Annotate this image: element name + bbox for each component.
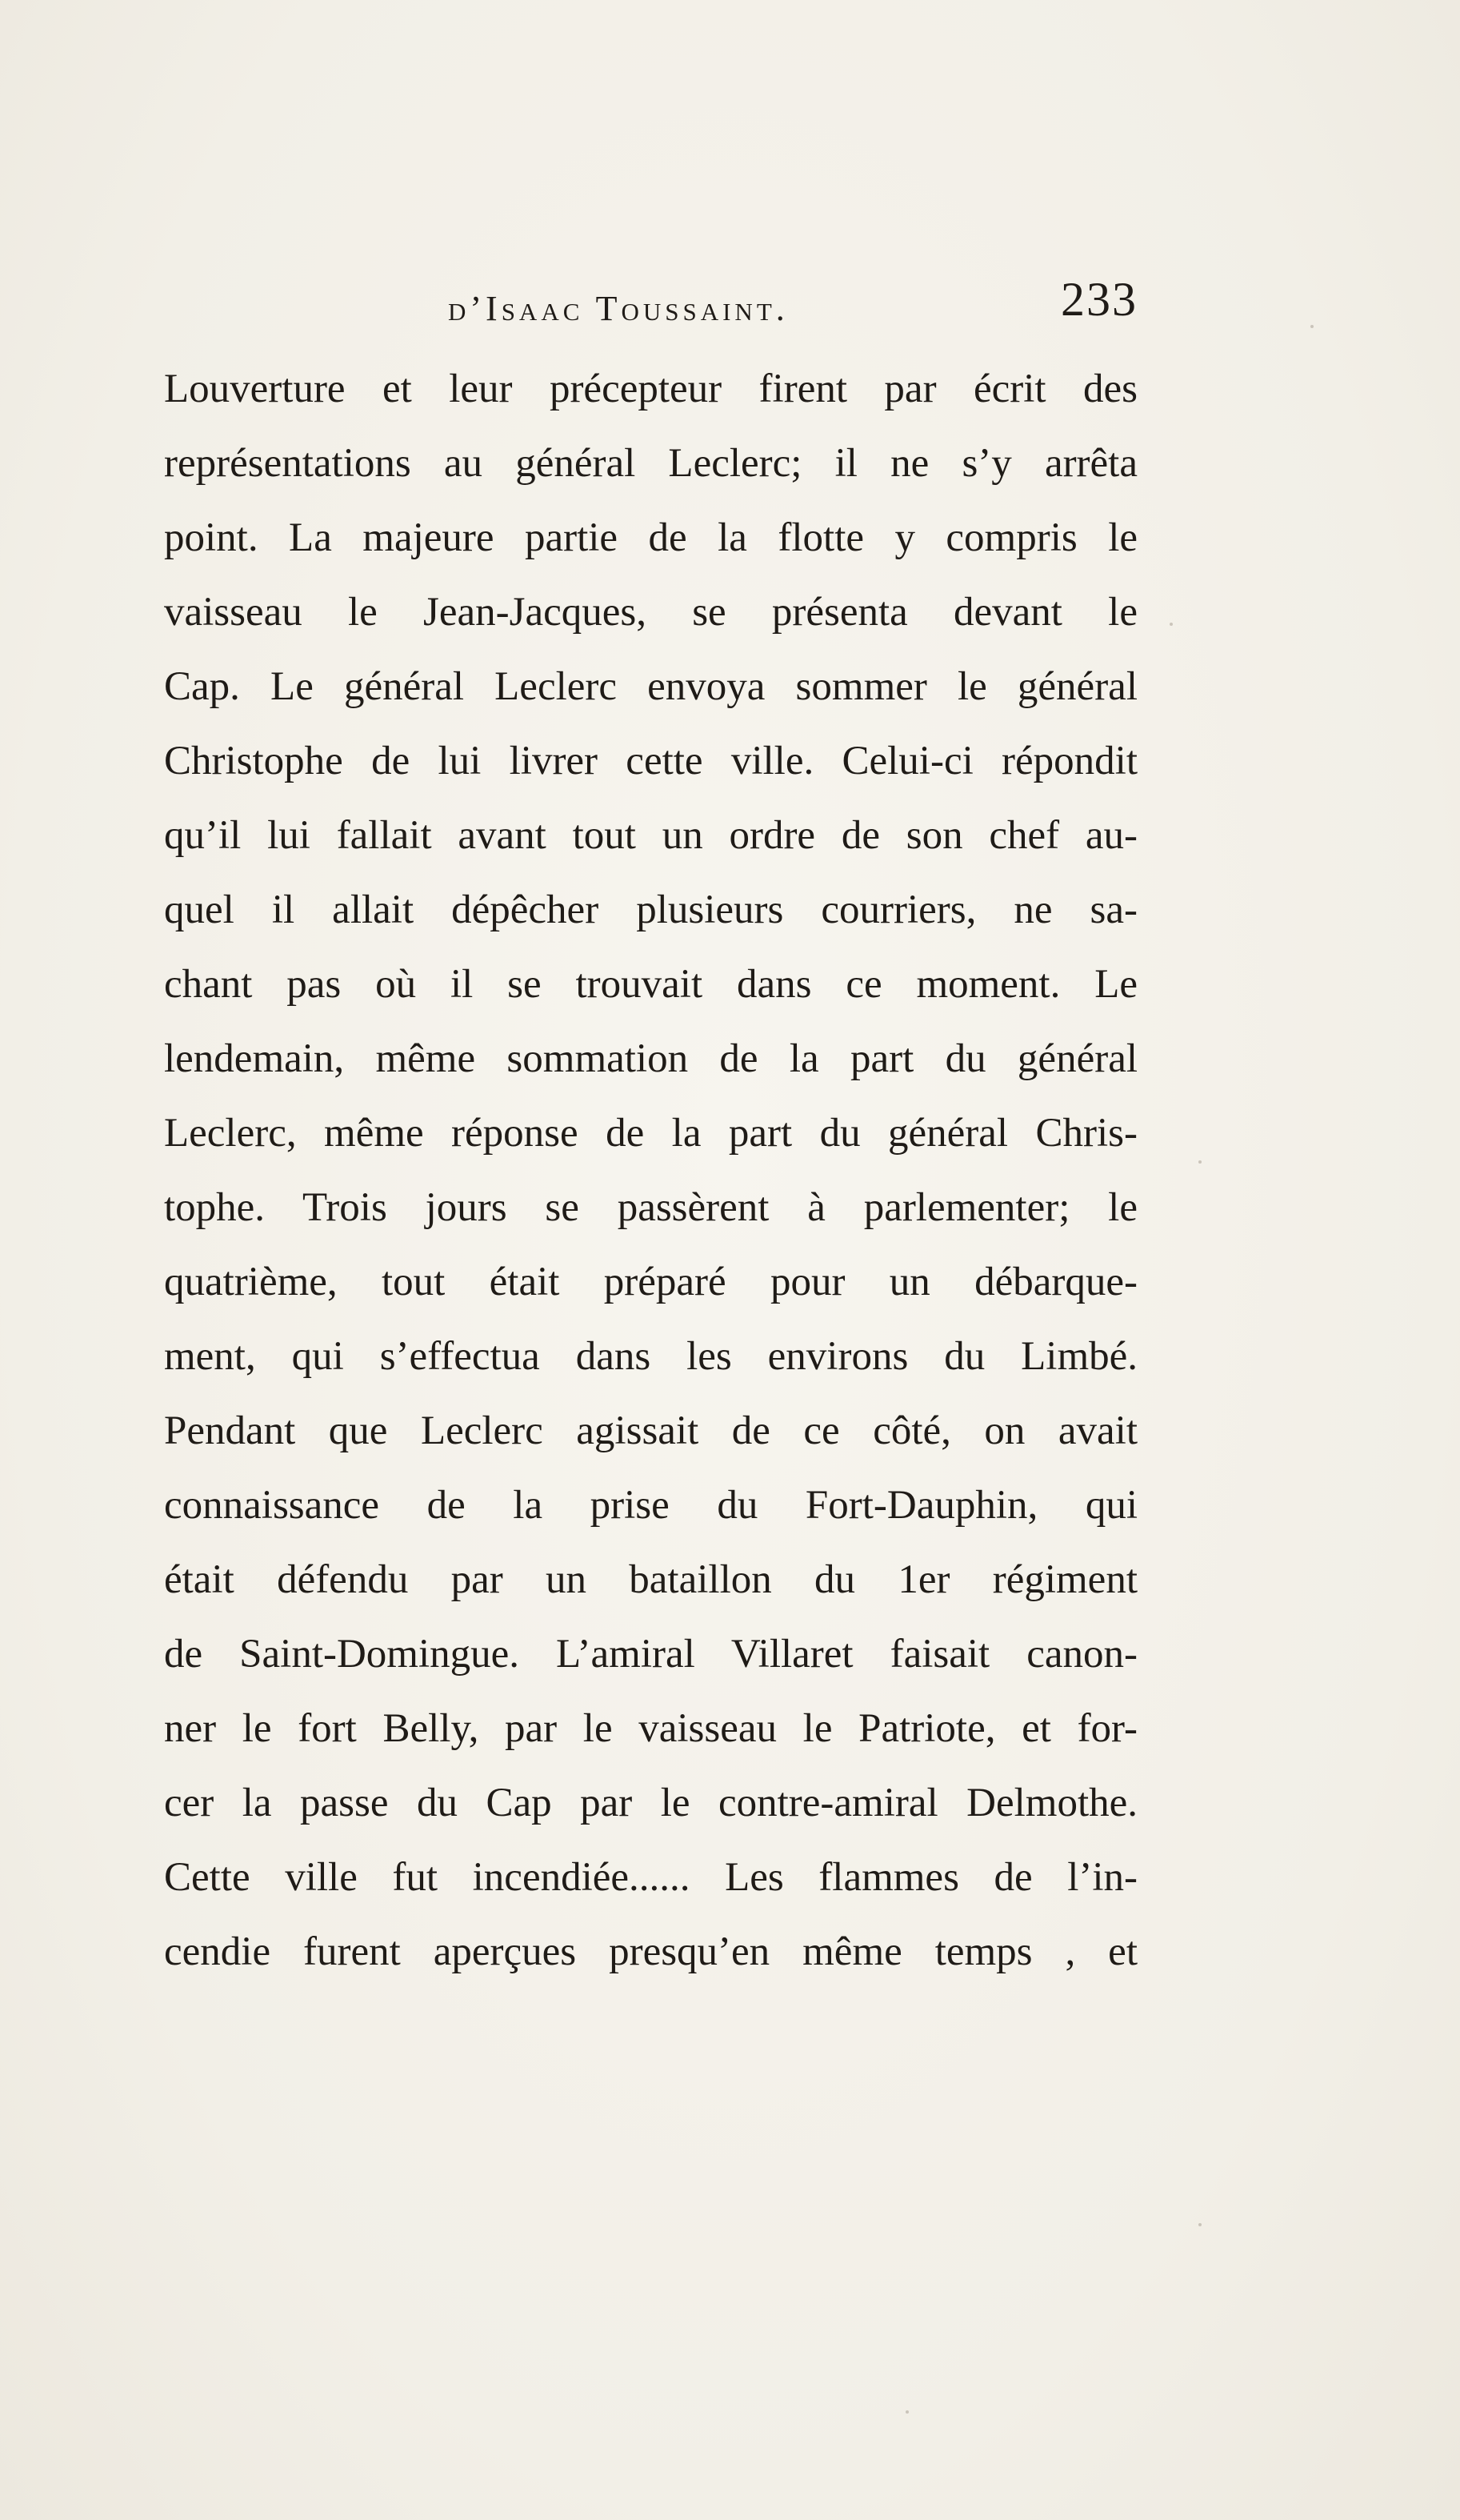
running-head	[160, 272, 1138, 336]
paper-speck	[1198, 1160, 1202, 1164]
text-line: quel il allait dépêcher plusieurs courriers, ne sa-	[164, 887, 1138, 932]
text-line: lendemain, même sommation de la part du général	[164, 1036, 1138, 1081]
text-line: tophe. Trois jours se passèrent à parlementer; le	[164, 1185, 1138, 1230]
text-line: connaissance de la prise du Fort-Dauphin, qui	[164, 1483, 1138, 1528]
text-line: qu’il lui fallait avant tout un ordre de son chef au-	[164, 813, 1138, 858]
text-line: ment, qui s’effectua dans les environs du Limbé.	[164, 1334, 1138, 1379]
text-line: cer la passe du Cap par le contre-amiral Delmothe.	[164, 1781, 1138, 1825]
paper-speck	[1198, 2223, 1202, 2226]
paper-speck	[1310, 325, 1314, 328]
text-line: point. La majeure partie de la flotte y compris le	[164, 515, 1138, 560]
text-line: vaisseau le Jean-Jacques, se présenta devant le	[164, 590, 1138, 635]
text-line: Christophe de lui livrer cette ville. Celui-ci répondit	[164, 739, 1138, 783]
text-line: de Saint-Domingue. L’amiral Villaret faisait canon-	[164, 1632, 1138, 1677]
text-line: Leclerc, même réponse de la part du général Chris-	[164, 1111, 1138, 1156]
text-line: Cap. Le général Leclerc envoya sommer le général	[164, 664, 1138, 709]
paper-speck	[906, 2410, 909, 2414]
body-text	[164, 352, 1138, 1989]
text-line: cendie furent aperçues presqu’en même temps , et	[164, 1929, 1138, 1974]
paper-speck	[1170, 623, 1173, 626]
text-line: ner le fort Belly, par le vaisseau le Patriote, et for-	[164, 1706, 1138, 1751]
text-line: chant pas où il se trouvait dans ce moment. Le	[164, 962, 1138, 1007]
page-number: 233	[1061, 273, 1138, 326]
text-line: Cette ville fut incendiée...... Les flammes de l’in-	[164, 1855, 1138, 1900]
text-line: représentations au général Leclerc; il ne s’y arrêta	[164, 441, 1138, 486]
text-line: quatrième, tout était préparé pour un débarque-	[164, 1260, 1138, 1304]
running-title: d’Isaac Toussaint.	[448, 289, 789, 328]
text-line: Pendant que Leclerc agissait de ce côté, on avait	[164, 1408, 1138, 1453]
text-line: Louverture et leur précepteur firent par écrit des	[164, 367, 1138, 411]
text-line: était défendu par un bataillon du 1er régiment	[164, 1557, 1138, 1602]
